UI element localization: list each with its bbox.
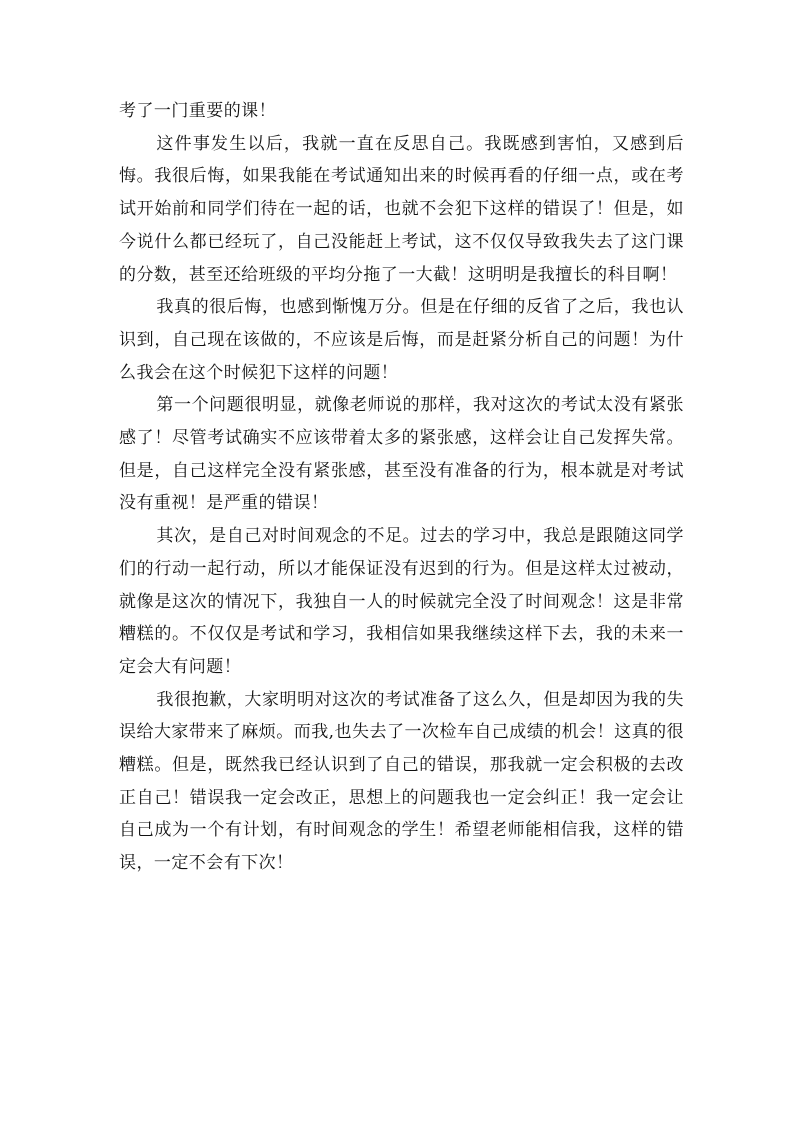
paragraph-3: 我真的很后悔，也感到惭愧万分。但是在仔细的反省了之后，我也认识到，自己现在该做的，不应该是后悔，而是赶紧分析自己的问题！为什么我会在这个时候犯下这样的问题！ bbox=[119, 297, 684, 383]
paragraph-2: 这件事发生以后，我就一直在反思自己。我既感到害怕，又感到后悔。我很后悔，如果我能在考试通知出来的时候再看的仔细一点，或在考试开始前和同学们待在一起的话，也就不会犯下这样的错误了！但是，如今说什么都已经玩了，自己没能赶上考试，这不仅仅导致我失去了这门课的分数，甚至还给班级的平均分拖了一大截！这明明是我擅长的科目啊！ bbox=[119, 133, 684, 285]
document-body bbox=[119, 95, 684, 880]
paragraph-4: 第一个问题很明显，就像老师说的那样，我对这次的考试太没有紧张感了！尽管考试确实不应该带着太多的紧张感，这样会让自己发挥失常。但是，自己这样完全没有紧张感，甚至没有准备的行为，根本就是对考试没有重视！是严重的错误！ bbox=[119, 395, 684, 514]
paragraph-5: 其次，是自己对时间观念的不足。过去的学习中，我总是跟随这同学们的行动一起行动，所以才能保证没有迟到的行为。但是这样太过被动，就像是这次的情况下，我独自一人的时候就完全没了时间观念！这是非常糟糕的。不仅仅是考试和学习，我相信如果我继续这样下去，我的未来一定会大有问题！ bbox=[119, 526, 684, 677]
paragraph-6: 我很抱歉，大家明明对这次的考试准备了这么久，但是却因为我的失误给大家带来了麻烦。而我,也失去了一次检车自己成绩的机会！这真的很糟糕。但是，既然我已经认识到了自己的错误，那我就一定会积极的去改正自己！错误我一定会改正，思想上的问题我也一定会纠正！我一定会让自己成为一个有计划，有时间观念的学生！希望老师能相信我，这样的错误，一定不会有下次！ bbox=[119, 689, 684, 874]
paragraph-1: 考了一门重要的课！ bbox=[119, 101, 277, 121]
